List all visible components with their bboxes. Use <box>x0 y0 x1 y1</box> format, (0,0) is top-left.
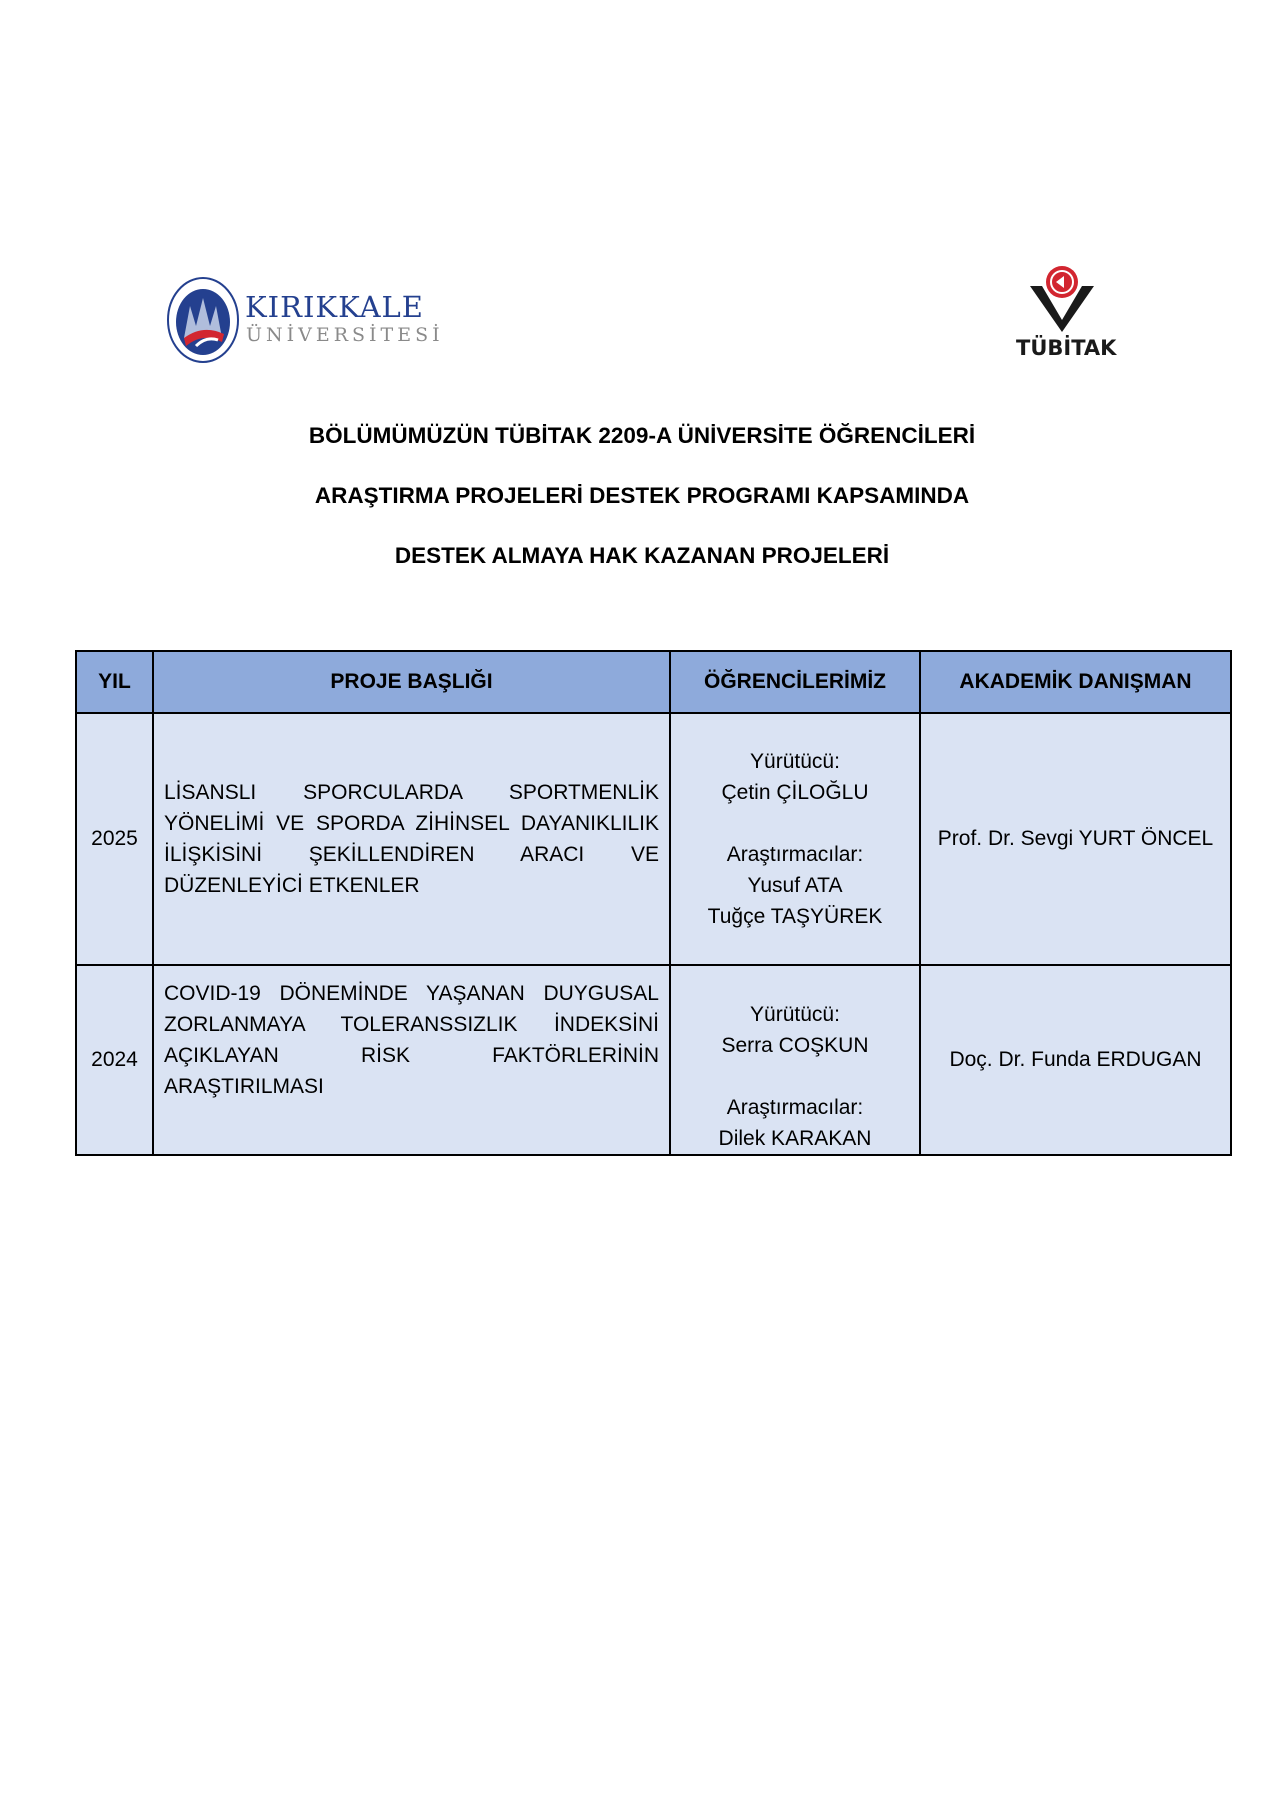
researcher-name: Tuğçe TAŞYÜREK <box>707 905 883 928</box>
table-header-row <box>76 651 1231 713</box>
lead-name: Çetin ÇİLOĞLU <box>721 781 869 804</box>
title-text-line: DÜZENLEYİCİ ETKENLER <box>164 874 420 897</box>
title-text-line: ZORLANMAYA TOLERANSSIZLIK İNDEKSİNİ <box>164 1013 659 1036</box>
tubitak-logo <box>1016 262 1117 370</box>
row-year: 2024 <box>76 965 153 1155</box>
researcher-name: Dilek KARAKAN <box>718 1127 872 1150</box>
row-advisor: Prof. Dr. Sevgi YURT ÖNCEL <box>920 713 1231 965</box>
researchers-label: Araştırmacılar: <box>726 1096 864 1119</box>
title-text-line: İLİŞKİSİNİ ŞEKİLLENDİREN ARACI VE <box>164 843 659 866</box>
tubitak-emblem-icon <box>1028 262 1096 332</box>
table-row <box>76 965 1231 1155</box>
row-year: 2025 <box>76 713 153 965</box>
university-name-line2: ÜNİVERSİTESİ <box>246 324 444 346</box>
title-line-3: DESTEK ALMAYA HAK KAZANAN PROJELERİ <box>394 543 890 568</box>
lead-name: Serra COŞKUN <box>721 1034 869 1057</box>
projects-table <box>75 650 1232 1156</box>
title-text-line: COVID-19 DÖNEMİNDE YAŞANAN DUYGUSAL <box>164 982 659 1005</box>
researcher-name: Yusuf ATA <box>747 874 843 897</box>
row-advisor: Doç. Dr. Funda ERDUGAN <box>920 965 1231 1155</box>
researchers-label: Araştırmacılar: <box>726 843 864 866</box>
header-students: ÖĞRENCİLERİMİZ <box>670 651 920 713</box>
header-project-title: PROJE BAŞLIĞI <box>153 651 670 713</box>
title-text-line: AÇIKLAYAN RİSK FAKTÖRLERİNİN <box>164 1044 659 1067</box>
row-students <box>670 965 920 1155</box>
kirikkale-university-logo <box>166 276 444 366</box>
row-project-title <box>153 965 670 1155</box>
tubitak-wordmark: TÜBİTAK <box>1016 336 1117 360</box>
title-line-1: BÖLÜMÜMÜZÜN TÜBİTAK 2209-A ÜNİVERSİTE ÖĞRENCİLERİ <box>308 423 976 448</box>
university-name-line1: KIRIKKALE <box>245 290 424 324</box>
university-emblem-icon <box>166 276 240 364</box>
title-text-line: ARAŞTIRILMASI <box>164 1075 324 1098</box>
table-row <box>76 713 1231 965</box>
header-year: YIL <box>76 651 153 713</box>
title-line-2: ARAŞTIRMA PROJELERİ DESTEK PROGRAMI KAPSAMINDA <box>314 483 970 508</box>
document-title <box>0 420 1284 600</box>
lead-label: Yürütücü: <box>750 1003 840 1026</box>
lead-label: Yürütücü: <box>750 750 840 773</box>
row-project-title <box>153 713 670 965</box>
row-students <box>670 713 920 965</box>
title-text-line: LİSANSLI SPORCULARDA SPORTMENLİK <box>164 781 659 804</box>
title-text-line: YÖNELİMİ VE SPORDA ZİHİNSEL DAYANIKLILIK <box>164 812 659 835</box>
header-advisor: AKADEMİK DANIŞMAN <box>920 651 1231 713</box>
